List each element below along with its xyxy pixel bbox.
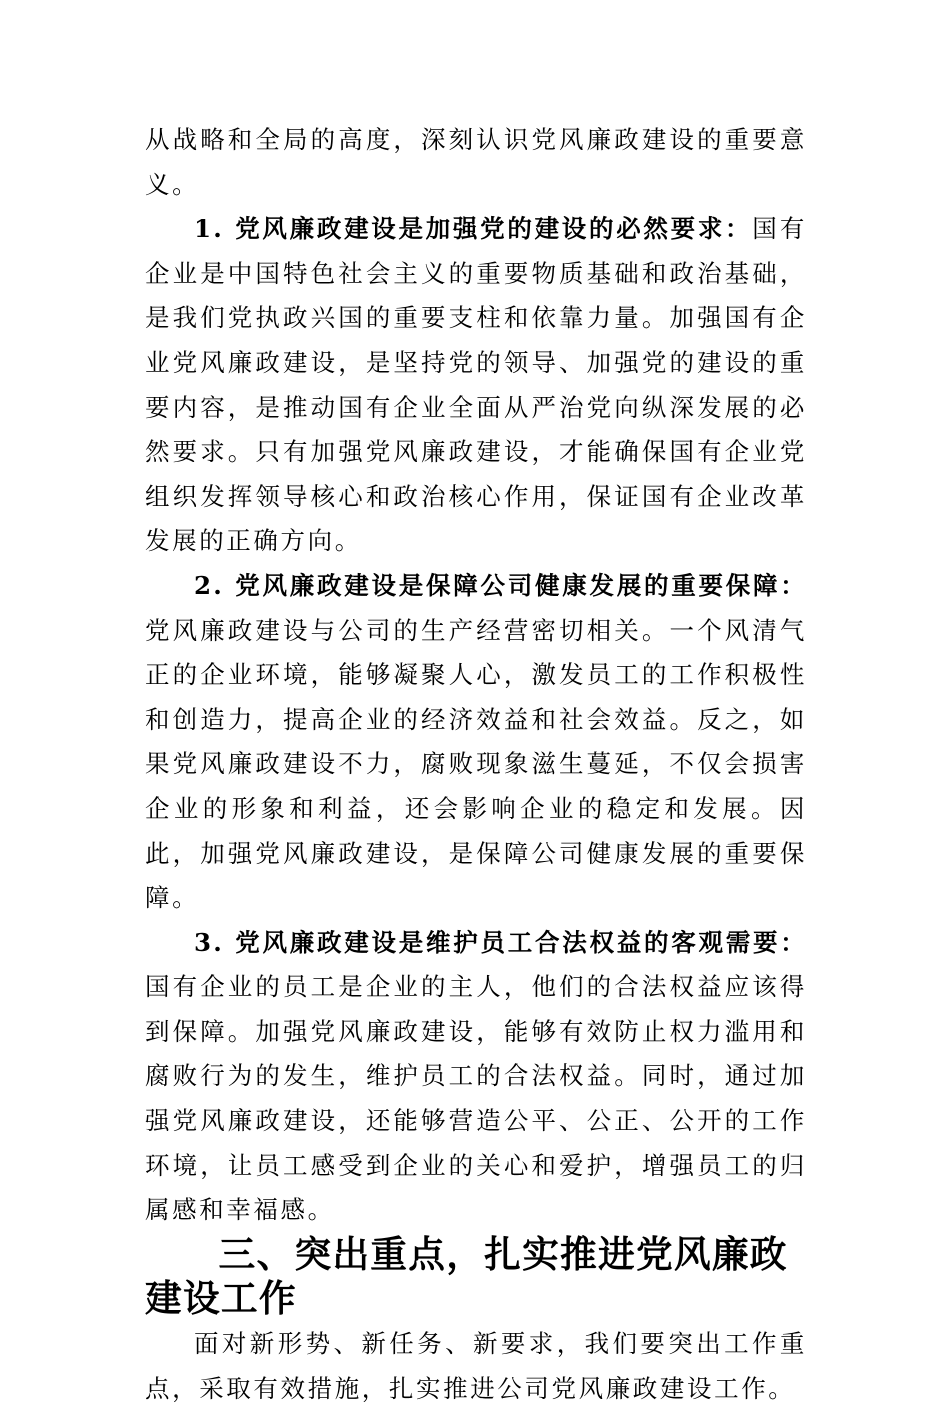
paragraph-point-1 <box>145 207 807 564</box>
paragraph-point-2 <box>145 564 807 921</box>
section-heading-3: 三、突出重点，扎实推进党风廉政建设工作 <box>145 1232 788 1321</box>
paragraph-continuation <box>145 118 807 207</box>
paragraph-point-3 <box>145 921 807 1233</box>
point-3-body: 国有企业的员工是企业的主人，他们的合法权益应该得到保障。加强党风廉政建设，能够有效防止权力滥用和腐败行为的发生，维护员工的合法权益。同时，通过加强党风廉政建设，还能够营造公平、公正、公开的工作环境，让员工感受到企业的关心和爱护，增强员工的归属感和幸福感。 <box>145 972 807 1225</box>
point-1-body: 国有企业是中国特色社会主义的重要物质基础和政治基础，是我们党执政兴国的重要支柱和依靠力量。加强国有企业党风廉政建设，是坚持党的领导、加强党的建设的重要内容，是推动国有企业全面从严治党向纵深发展的必然要求。只有加强党风廉政建设，才能确保国有企业党组织发挥领导核心和政治核心作用，保证国有企业改革发展的正确方向。 <box>145 214 807 556</box>
document-body <box>145 118 807 1411</box>
point-2-lead: 2. 党风廉政建设是保障公司健康发展的重要保障： <box>194 570 807 600</box>
paragraph-text: 面对新形势、新任务、新要求，我们要突出工作重点，采取有效措施，扎实推进公司党风廉政建设工作。 <box>145 1329 807 1403</box>
point-3-lead: 3. 党风廉政建设是维护员工合法权益的客观需要： <box>194 927 807 957</box>
paragraph-section-3-intro <box>145 1322 807 1411</box>
point-2-body: 党风廉政建设与公司的生产经营密切相关。一个风清气正的企业环境，能够凝聚人心，激发员工的工作积极性和创造力，提高企业的经济效益和社会效益。反之，如果党风廉政建设不力，腐败现象滋生蔓延，不仅会损害企业的形象和利益，还会影响企业的稳定和发展。因此，加强党风廉政建设，是保障公司健康发展的重要保障。 <box>145 615 807 913</box>
point-1-lead: 1. 党风廉政建设是加强党的建设的必然要求： <box>194 214 753 244</box>
paragraph-text: 从战略和全局的高度，深刻认识党风廉政建设的重要意义。 <box>145 125 807 199</box>
